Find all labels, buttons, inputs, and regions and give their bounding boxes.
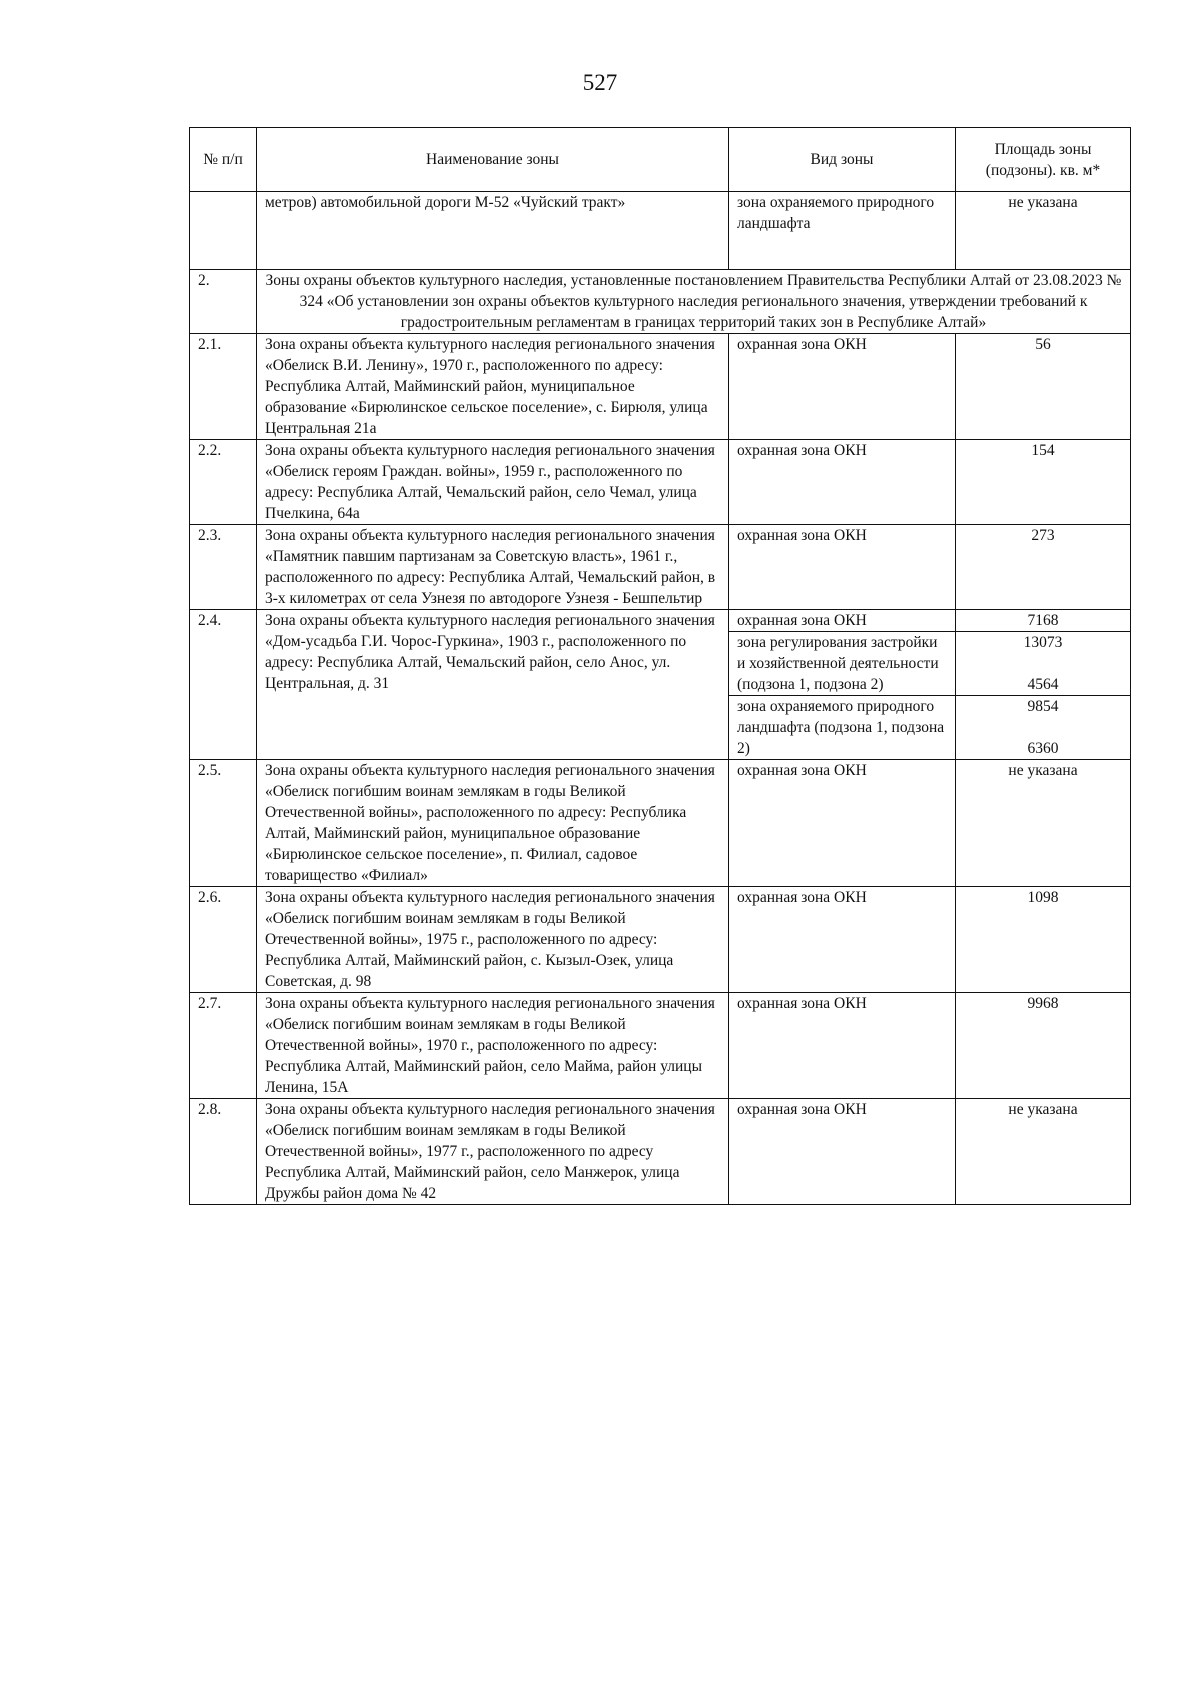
row-area: 273: [956, 525, 1131, 610]
area-gap: [964, 653, 1122, 674]
table-row: [190, 525, 1131, 610]
row-area: 154: [956, 440, 1131, 525]
row-type: охранная зона ОКН: [729, 334, 956, 440]
table-header-row: [190, 128, 1131, 192]
section-title: Зоны охраны объектов культурного наследия, установленные постановлением Правительства Республики Алтай от 23.08.2023 № 324 «Об установлении зон охраны объектов культурного наследия регионального значения, утверждении требований к градостроительным регламентам в границах территорий таких зон в Республике Алтай»: [257, 270, 1131, 334]
table-row: [190, 887, 1131, 993]
row-num: 2.3.: [190, 525, 257, 610]
area-gap: [964, 717, 1122, 738]
area-value: 9854: [1027, 698, 1059, 715]
row-name: Зона охраны объекта культурного наследия регионального значения «Обелиск В.И. Ленину», 1970 г., расположенного по адресу: Республика Алтай, Майминский район, муниципальное образование «Бирюлинское сельское поселение», с. Бирюля, улица Центральная 21а: [257, 334, 729, 440]
row-num: 2.1.: [190, 334, 257, 440]
table-row: [190, 1099, 1131, 1205]
row-name: Зона охраны объекта культурного наследия регионального значения «Обелиск погибшим воинам землякам в годы Великой Отечественной войны», 1970 г., расположенного по адресу: Республика Алтай, Майминский район, село Майма, район улицы Ленина, 15А: [257, 993, 729, 1099]
row-type: охранная зона ОКН: [729, 887, 956, 993]
row-name: Зона охраны объекта культурного наследия регионального значения «Обелиск погибшим воинам землякам в годы Великой Отечественной войны», расположенного по адресу: Республика Алтай, Майминский район, муниципальное образование «Бирюлинское сельское поселение», п. Филиал, садовое товарищество «Филиал»: [257, 760, 729, 887]
header-name: Наименование зоны: [257, 128, 729, 192]
row-name: Зона охраны объекта культурного наследия регионального значения «Дом-усадьба Г.И. Чорос-Гуркина», 1903 г., расположенного по адресу: Республика Алтай, Чемальский район, село Анос, ул. Центральная, д. 31: [257, 610, 729, 760]
area-value: 4564: [1027, 676, 1059, 693]
row-area: 9968: [956, 993, 1131, 1099]
row-type: охранная зона ОКН: [729, 440, 956, 525]
row-area: 1098: [956, 887, 1131, 993]
row-num: [190, 192, 257, 270]
page-number: 527: [582, 70, 618, 95]
row-name: Зона охраны объекта культурного наследия регионального значения «Обелиск погибшим воинам землякам в годы Великой Отечественной войны», 1977 г., расположенного по адресу Республика Алтай, Майминский район, село Манжерок, улица Дружбы район дома № 42: [257, 1099, 729, 1205]
row-num: 2.4.: [190, 610, 257, 760]
table-row: [190, 610, 1131, 632]
table-row: [190, 334, 1131, 440]
row-area: [956, 696, 1131, 760]
row-name: метров) автомобильной дороги М-52 «Чуйский тракт»: [257, 192, 729, 270]
table-row: [190, 440, 1131, 525]
table-row: [190, 760, 1131, 887]
header-area: Площадь зоны (подзоны). кв. м*: [956, 128, 1131, 192]
row-area: не указана: [956, 1099, 1131, 1205]
row-type: зона охраняемого природного ландшафта (подзона 1, подзона 2): [729, 696, 956, 760]
section-row: [190, 270, 1131, 334]
row-num: 2.2.: [190, 440, 257, 525]
row-area: [956, 632, 1131, 696]
row-num: 2.5.: [190, 760, 257, 887]
row-type: охранная зона ОКН: [729, 993, 956, 1099]
area-value: 13073: [1023, 634, 1063, 651]
row-type: охранная зона ОКН: [729, 525, 956, 610]
section-num: 2.: [190, 270, 257, 334]
row-type: охранная зона ОКН: [729, 610, 956, 632]
row-num: 2.7.: [190, 993, 257, 1099]
row-name: Зона охраны объекта культурного наследия регионального значения «Обелиск героям Граждан. войны», 1959 г., расположенного по адресу: Республика Алтай, Чемальский район, село Чемал, улица Пчелкина, 64а: [257, 440, 729, 525]
table-row: [190, 993, 1131, 1099]
table-row: [190, 192, 1131, 270]
header-num: № п/п: [190, 128, 257, 192]
row-num: 2.8.: [190, 1099, 257, 1205]
row-area: не указана: [956, 192, 1131, 270]
row-name: Зона охраны объекта культурного наследия регионального значения «Обелиск погибшим воинам землякам в годы Великой Отечественной войны», 1975 г., расположенного по адресу: Республика Алтай, Майминский район, с. Кызыл-Озек, улица Советская, д. 98: [257, 887, 729, 993]
row-area: 7168: [956, 610, 1131, 632]
row-name: Зона охраны объекта культурного наследия регионального значения «Памятник павшим партизанам за Советскую власть», 1961 г., расположенного по адресу: Республика Алтай, Чемальский район, в 3-х километрах от села Узнезя по автодороге Узнезя - Бешпельтир: [257, 525, 729, 610]
row-area: не указана: [956, 760, 1131, 887]
area-value: 6360: [1027, 740, 1059, 757]
row-area: 56: [956, 334, 1131, 440]
row-type: охранная зона ОКН: [729, 1099, 956, 1205]
zones-table: [189, 127, 1131, 1205]
row-type: охранная зона ОКН: [729, 760, 956, 887]
row-type: зона регулирования застройки и хозяйственной деятельности (подзона 1, подзона 2): [729, 632, 956, 696]
row-num: 2.6.: [190, 887, 257, 993]
header-type: Вид зоны: [729, 128, 956, 192]
row-type: зона охраняемого природного ландшафта: [729, 192, 956, 270]
